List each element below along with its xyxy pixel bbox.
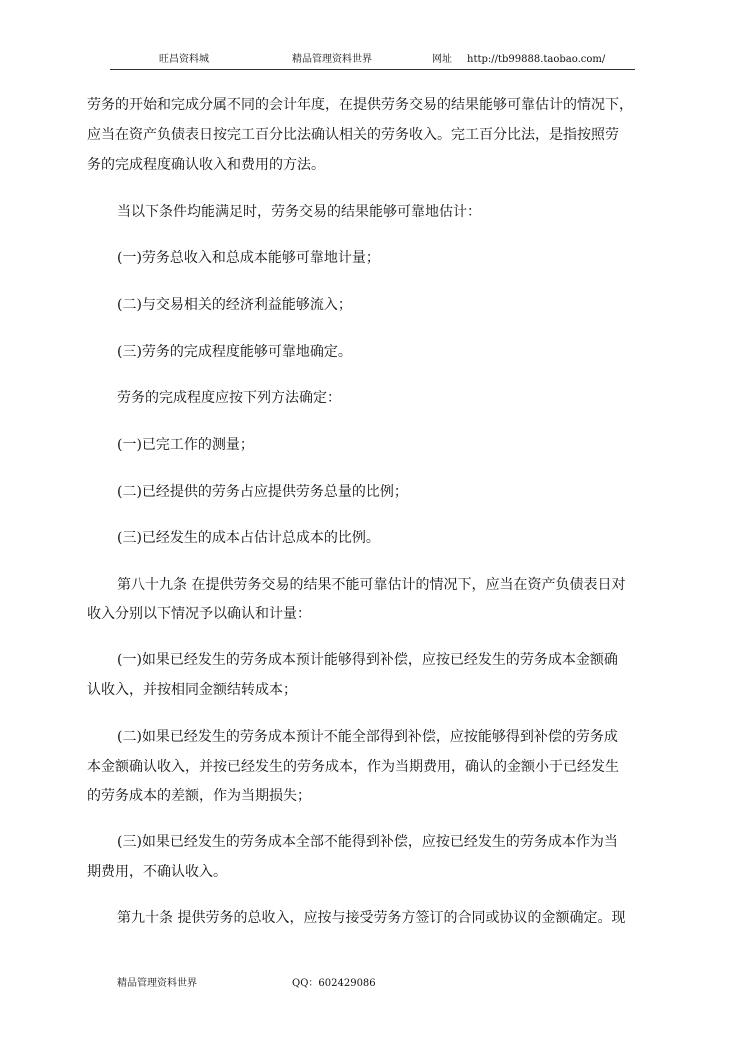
text-line: (三)已经发生的成本占估计总成本的比例。 <box>117 530 380 546</box>
text-line: 期费用，不确认收入。 <box>87 864 227 880</box>
text-line: 第八十九条 在提供劳务交易的结果不能可靠估计的情况下，应当在资产负债表日对 <box>117 577 626 593</box>
text-line: (三)如果已经发生的劳务成本全部不能得到补偿，应按已经发生的劳务成本作为当 <box>117 834 618 850</box>
text-line: 务的完成程度确认收入和费用的方法。 <box>87 157 325 173</box>
page-footer <box>0 976 744 992</box>
text-line: (一)劳务总收入和总成本能够可靠地计量； <box>117 250 380 266</box>
footer-qq-contact: QQ：602429086 <box>292 978 376 989</box>
text-line: 本金额确认收入，并按已经发生的劳务成本，作为当期费用，确认的金额小于已经发生 <box>87 759 619 775</box>
text-line: (二)如果已经发生的劳务成本预计不能全部得到补偿，应按能够得到补偿的劳务成 <box>117 729 618 745</box>
header-url-label: 网址 <box>432 54 452 65</box>
text-line: 劳务的开始和完成分属不同的会计年度，在提供劳务交易的结果能够可靠估计的情况下， <box>87 97 633 113</box>
text-line: (一)已完工作的测量； <box>117 437 254 453</box>
text-line: (二)与交易相关的经济利益能够流入； <box>117 297 352 313</box>
text-line: 劳务的完成程度应按下列方法确定： <box>117 390 341 406</box>
header-center-title: 精品管理资料世界 <box>292 54 372 65</box>
text-line: (二)已经提供的劳务占应提供劳务总量的比例； <box>117 484 408 500</box>
text-line: (三)劳务的完成程度能够可靠地确定。 <box>117 344 352 360</box>
text-line: 第九十条 提供劳务的总收入，应按与接受劳务方签订的合同或协议的金额确定。现 <box>117 910 626 926</box>
footer-site-name: 精品管理资料世界 <box>117 978 197 989</box>
text-line: 认收入，并按相同金额结转成本； <box>87 682 297 698</box>
text-line: 收入分别以下情况予以确认和计量： <box>87 606 311 622</box>
text-line: 应当在资产负债表日按完工百分比法确认相关的劳务收入。完工百分比法，是指按照劳 <box>87 127 619 143</box>
header-site-name: 旺昌资料城 <box>159 54 209 65</box>
text-line: 当以下条件均能满足时，劳务交易的结果能够可靠地估计： <box>117 204 481 220</box>
header-url-link[interactable]: http://tb99888.taobao.com/ <box>467 54 606 65</box>
text-line: (一)如果已经发生的劳务成本预计能够得到补偿，应按已经发生的劳务成本金额确 <box>117 652 618 668</box>
text-line: 的劳务成本的差额，作为当期损失； <box>87 788 311 804</box>
